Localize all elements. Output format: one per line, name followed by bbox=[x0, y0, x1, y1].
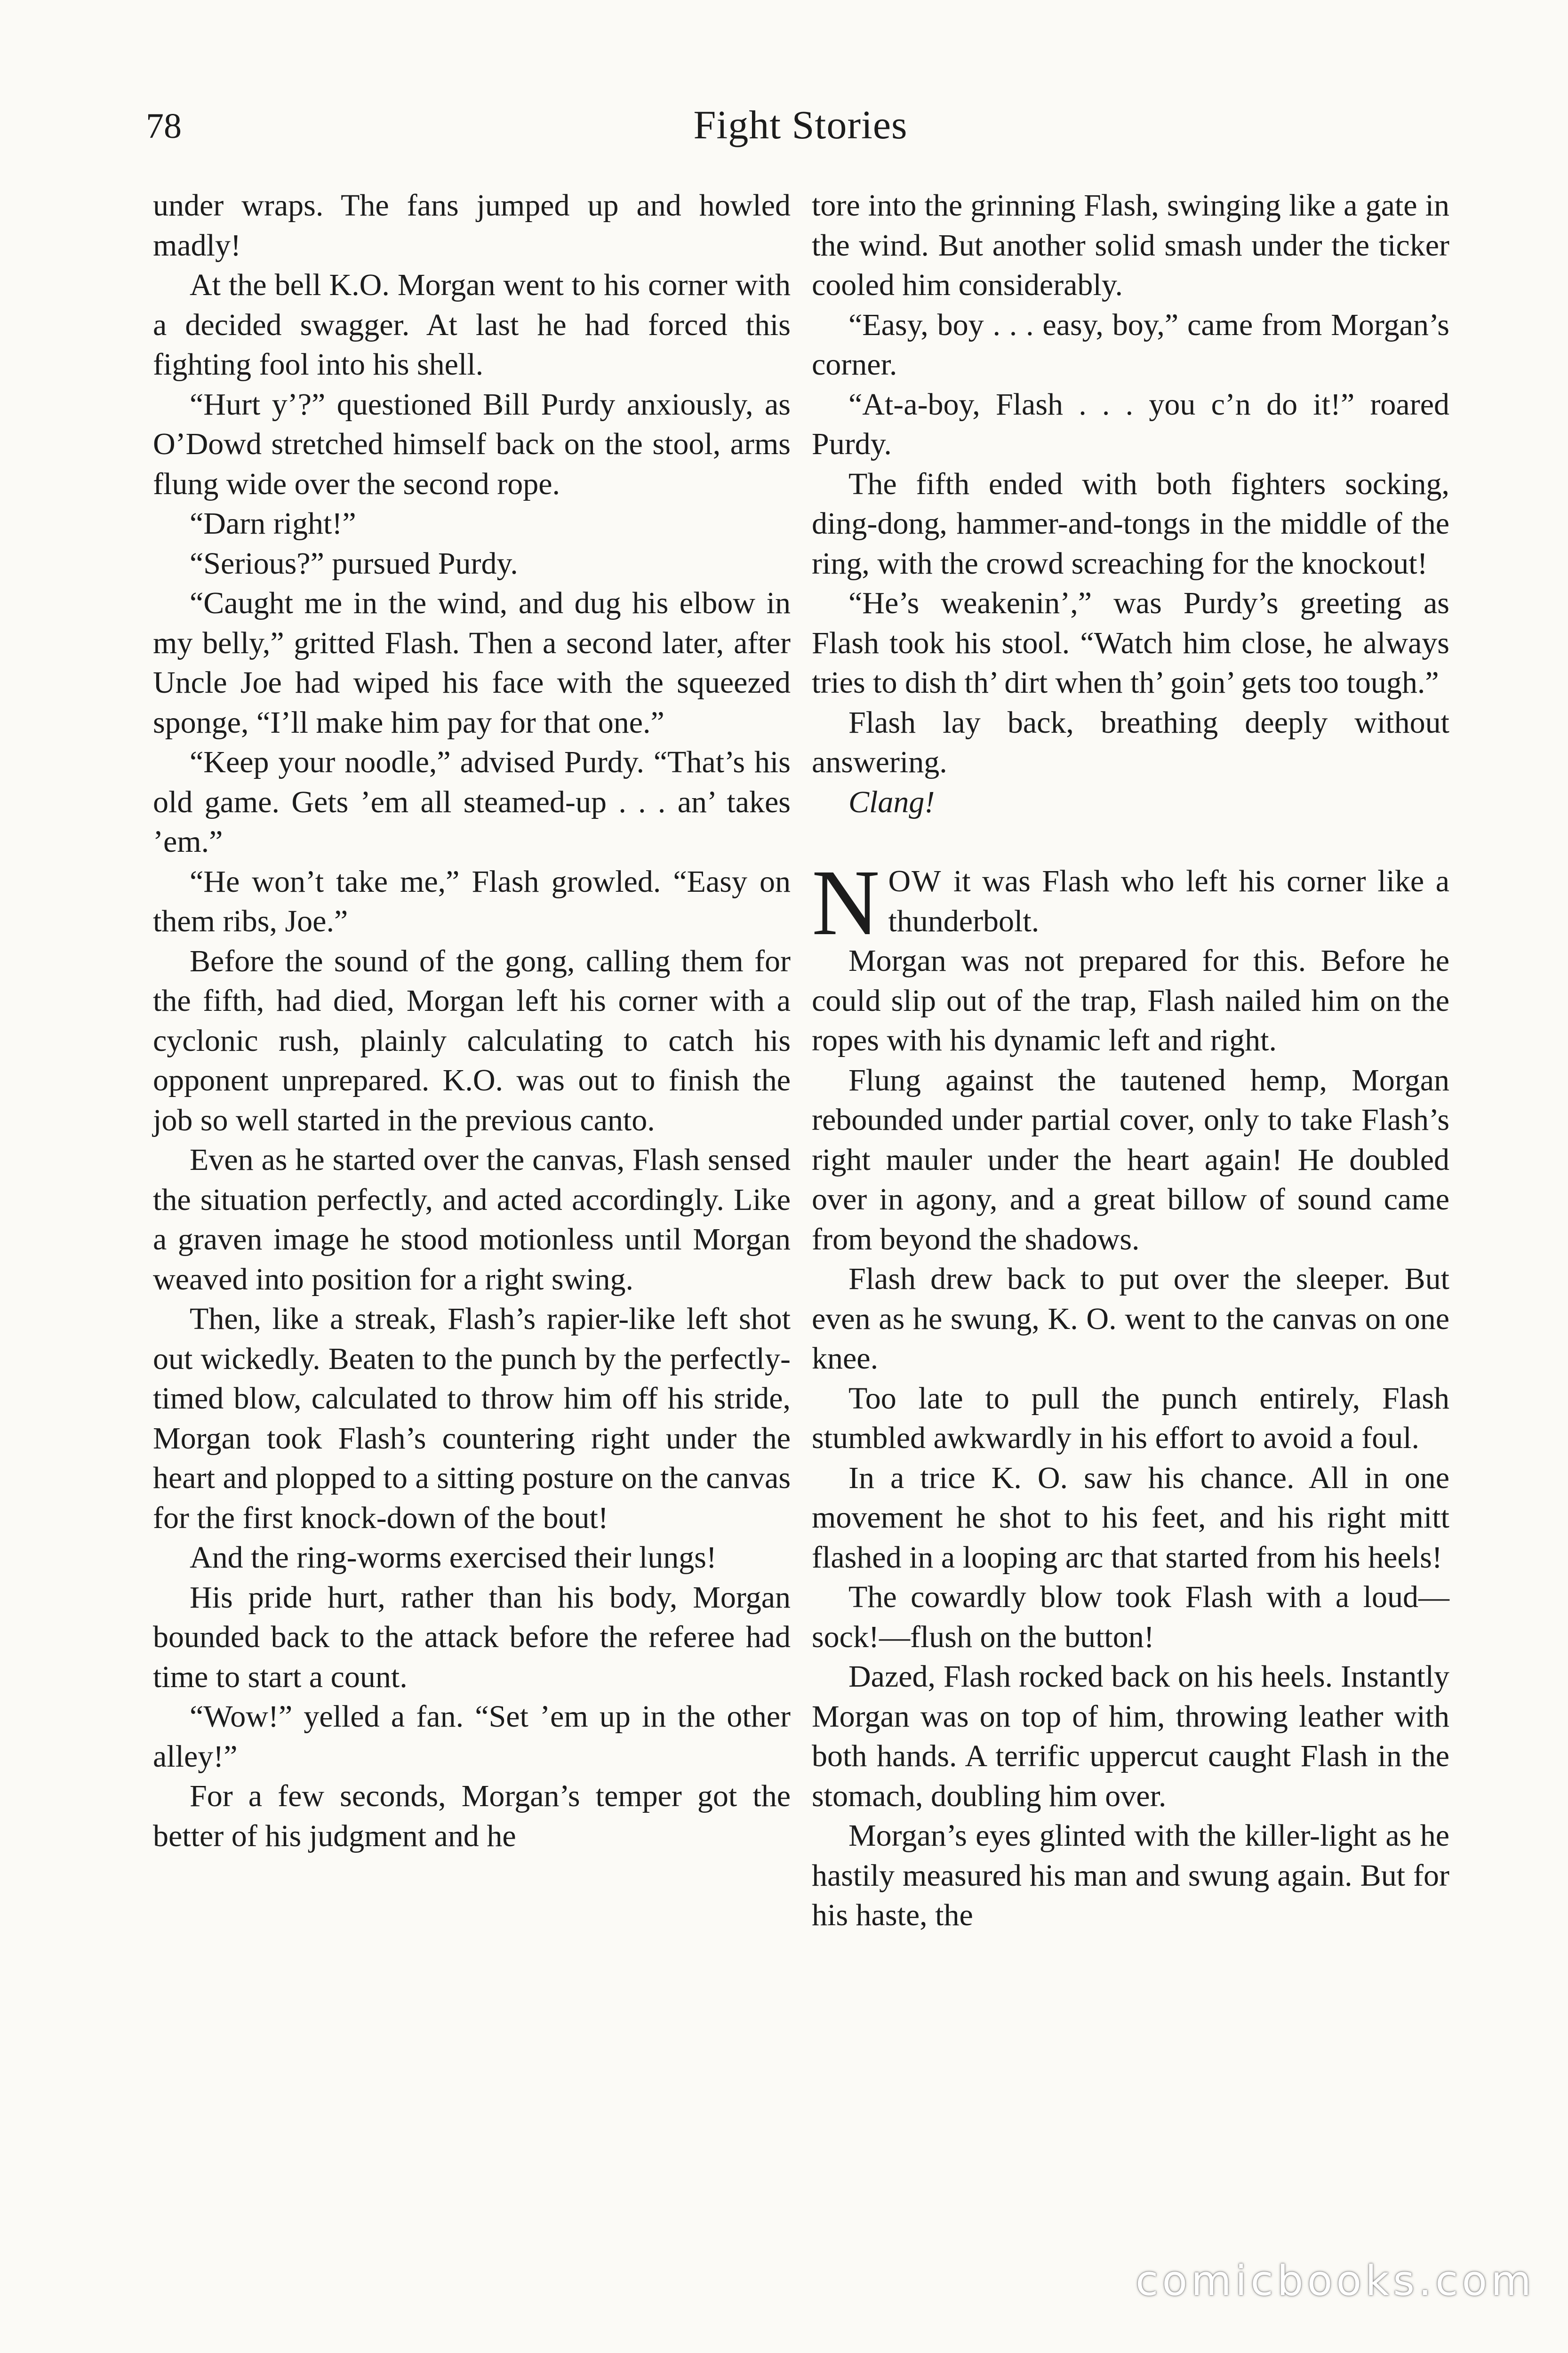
paragraph: At the bell K.O. Morgan went to his corner with a decided swagger. At last he had forced this fighting fool into his shell. bbox=[153, 268, 791, 382]
paragraph: Morgan was not prepared for this. Before he could slip out of the trap, Flash nailed him on the ropes with his dynamic left and right. bbox=[812, 944, 1449, 1057]
paragraph: Even as he started over the canvas, Flash sensed the situation perfectly, and acted accordingly. Like a graven image he stood motionless until Morgan weaved into position for a right swing. bbox=[153, 1143, 791, 1297]
paragraph: The fifth ended with both fighters socking, ding-dong, hammer-and-tongs in the middle of the ring, with the crowd screaching for the knockout! bbox=[812, 466, 1449, 581]
paragraph: Flung against the tautened hemp, Morgan rebounded under partial cover, only to take Flash’s right mauler under the heart again! He doubled over in agony, and a great billow of sound came from beyond the shadows. bbox=[812, 1063, 1449, 1257]
drop-cap-rest: it was Flash who left his corner like a thunderbolt. bbox=[888, 864, 1449, 938]
paragraph: “Wow!” yelled a fan. “Set ’em up in the other alley!” bbox=[153, 1699, 791, 1774]
paragraph: Flash drew back to put over the sleeper. But even as he swung, K. O. went to the canvas on one knee. bbox=[812, 1262, 1449, 1376]
paragraph: “Serious?” pursued Purdy. bbox=[190, 546, 518, 581]
paragraph: Morgan’s eyes glinted with the killer-light as he hastily measured his man and swung again. But for his haste, the bbox=[812, 1818, 1449, 1932]
paragraph: “Hurt y’?” questioned Bill Purdy anxiously, as O’Dowd stretched himself back on the stool, arms flung wide over the second rope. bbox=[153, 387, 791, 501]
left-column bbox=[153, 186, 791, 1856]
drop-cap: N bbox=[812, 851, 880, 955]
right-column bbox=[812, 186, 1449, 1936]
site-watermark: comicbooks.com bbox=[1135, 2257, 1535, 2305]
paragraph: “Caught me in the wind, and dug his elbow in my belly,” gritted Flash. Then a second later, after Uncle Joe had wiped his face with the squeezed sponge, “I’ll make him pay for that one.” bbox=[153, 586, 791, 740]
running-title: Fight Stories bbox=[693, 102, 908, 147]
paragraph: “Keep your noodle,” advised Purdy. “That’s his old game. Gets ’em all steamed-up . . . an’ takes ’em.” bbox=[153, 745, 791, 859]
paragraph: For a few seconds, Morgan’s temper got the better of his judgment and he bbox=[153, 1779, 791, 1853]
page-header bbox=[146, 101, 1455, 158]
paragraph: The cowardly blow took Flash with a loud—sock!—flush on the button! bbox=[812, 1580, 1449, 1654]
paragraph: His pride hurt, rather than his body, Morgan bounded back to the attack before the referee had time to start a count. bbox=[153, 1580, 791, 1694]
paragraph: In a trice K. O. saw his chance. All in one movement he shot to his feet, and his right mitt flashed in a looping arc that started from his heels! bbox=[812, 1460, 1449, 1575]
paragraph: Then, like a streak, Flash’s rapier-like left shot out wickedly. Beaten to the punch by the perfectly-timed blow, calculated to throw him off his stride, Morgan took Flash’s countering right under the heart and plopped to a sitting posture on the canvas for the first knock-down of the bout! bbox=[153, 1302, 791, 1535]
paragraph: “At-a-boy, Flash . . . you c’n do it!” roared Purdy. bbox=[812, 387, 1449, 461]
sound-effect: Clang! bbox=[848, 784, 935, 819]
paragraph: Too late to pull the punch entirely, Flash stumbled awkwardly in his effort to avoid a foul. bbox=[812, 1381, 1449, 1455]
paragraph: “He’s weakenin’,” was Purdy’s greeting as Flash took his stool. “Watch him close, he always tries to dish th’ dirt when th’ goin’ gets too tough.” bbox=[812, 586, 1449, 700]
paragraph: “He won’t take me,” Flash growled. “Easy on them ribs, Joe.” bbox=[153, 864, 791, 938]
paragraph: “Darn right!” bbox=[190, 506, 356, 541]
paragraph: And the ring-worms exercised their lungs! bbox=[190, 1540, 717, 1575]
drop-cap-caps: OW bbox=[888, 864, 942, 898]
paragraph: tore into the grinning Flash, swinging like a gate in the wind. But another solid smash under the ticker cooled him considerably. bbox=[812, 188, 1449, 302]
paragraph: under wraps. The fans jumped up and howled madly! bbox=[153, 188, 791, 263]
paragraph: Flash lay back, breathing deeply without answering. bbox=[812, 705, 1449, 779]
paragraph: Dazed, Flash rocked back on his heels. Instantly Morgan was on top of him, throwing leather with both hands. A terrific uppercut caught Flash in the stomach, doubling him over. bbox=[812, 1659, 1449, 1813]
paragraph: Before the sound of the gong, calling them for the fifth, had died, Morgan left his corner with a cyclonic rush, plainly calculating to catch his opponent unprepared. K.O. was out to finish the job so well started in the previous canto. bbox=[153, 944, 791, 1137]
paragraph: “Easy, boy . . . easy, boy,” came from Morgan’s corner. bbox=[812, 307, 1449, 382]
drop-cap-paragraph bbox=[812, 851, 1449, 955]
page-number: 78 bbox=[146, 106, 182, 146]
